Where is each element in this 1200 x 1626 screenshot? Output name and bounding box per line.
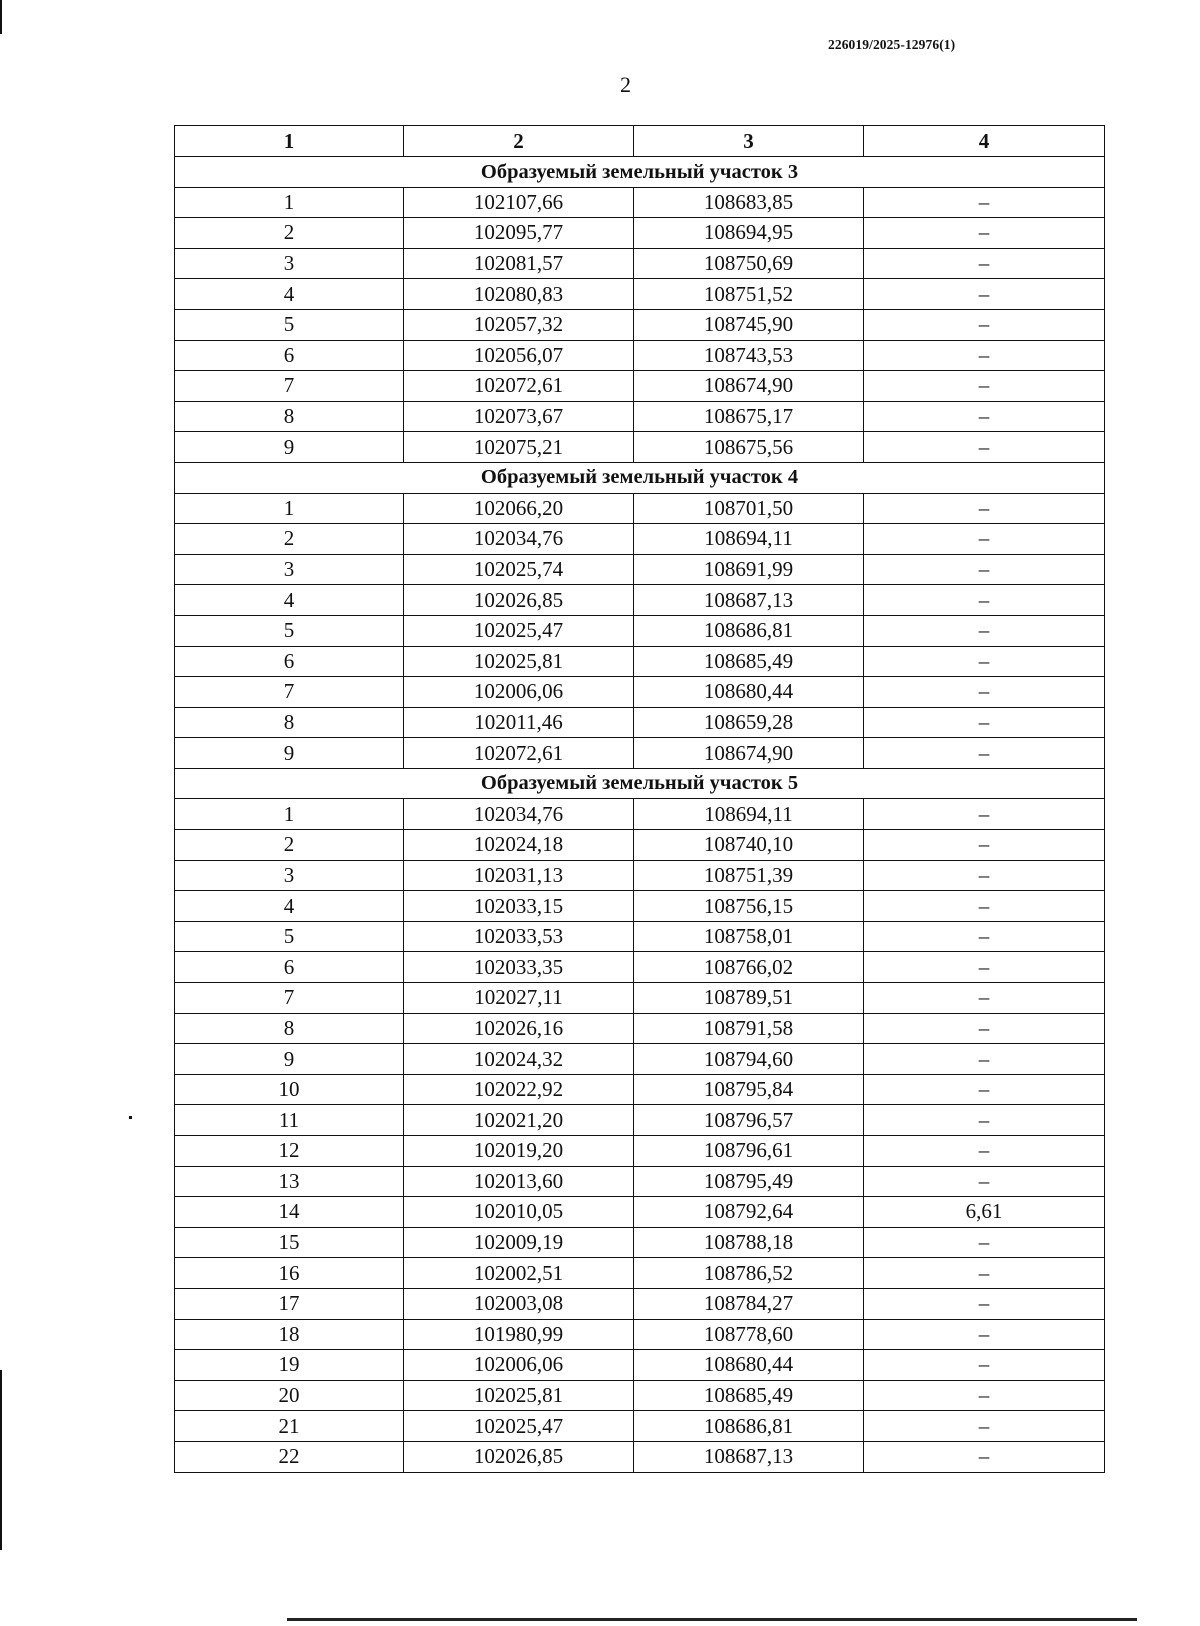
column-header: 1 [175,126,404,157]
value-cell: – [864,1441,1105,1472]
table-row [175,493,1105,524]
table-row [175,279,1105,310]
x-coordinate-cell: 102081,57 [404,248,634,279]
value-cell: – [864,799,1105,830]
x-coordinate-cell: 102024,18 [404,830,634,861]
column-header: 4 [864,126,1105,157]
table-row [175,952,1105,983]
x-coordinate-cell: 102025,47 [404,615,634,646]
section-header-row [175,768,1105,799]
x-coordinate-cell: 102031,13 [404,860,634,891]
document-id: 226019/2025-12976(1) [828,37,956,52]
table-row [175,1380,1105,1411]
point-number-cell: 19 [175,1350,404,1381]
y-coordinate-cell: 108691,99 [634,554,864,585]
y-coordinate-cell: 108675,56 [634,432,864,463]
point-number-cell: 20 [175,1380,404,1411]
point-number-cell: 9 [175,432,404,463]
point-number-cell: 1 [175,493,404,524]
y-coordinate-cell: 108795,49 [634,1166,864,1197]
table-row [175,1227,1105,1258]
y-coordinate-cell: 108750,69 [634,248,864,279]
table-row [175,1044,1105,1075]
value-cell: – [864,983,1105,1014]
table-row [175,1166,1105,1197]
x-coordinate-cell: 102075,21 [404,432,634,463]
point-number-cell: 4 [175,585,404,616]
table-row [175,218,1105,249]
x-coordinate-cell: 102021,20 [404,1105,634,1136]
y-coordinate-cell: 108778,60 [634,1319,864,1350]
x-coordinate-cell: 102003,08 [404,1288,634,1319]
x-coordinate-cell: 102022,92 [404,1074,634,1105]
table-row [175,432,1105,463]
value-cell: – [864,524,1105,555]
point-number-cell: 10 [175,1074,404,1105]
y-coordinate-cell: 108786,52 [634,1258,864,1289]
y-coordinate-cell: 108751,39 [634,860,864,891]
value-cell: – [864,615,1105,646]
table-row [175,615,1105,646]
table-row [175,1441,1105,1472]
table-row [175,1136,1105,1167]
y-coordinate-cell: 108796,57 [634,1105,864,1136]
value-cell: – [864,921,1105,952]
table-row [175,860,1105,891]
y-coordinate-cell: 108784,27 [634,1288,864,1319]
y-coordinate-cell: 108687,13 [634,1441,864,1472]
value-cell: – [864,187,1105,218]
x-coordinate-cell: 102034,76 [404,524,634,555]
point-number-cell: 17 [175,1288,404,1319]
y-coordinate-cell: 108792,64 [634,1197,864,1228]
table-row [175,891,1105,922]
table-row [175,401,1105,432]
point-number-cell: 2 [175,524,404,555]
x-coordinate-cell: 102026,85 [404,1441,634,1472]
table-row [175,983,1105,1014]
value-cell: – [864,1288,1105,1319]
section-header-row [175,462,1105,493]
x-coordinate-cell: 102026,85 [404,585,634,616]
value-cell: – [864,1013,1105,1044]
value-cell: – [864,677,1105,708]
point-number-cell: 3 [175,554,404,585]
point-number-cell: 5 [175,309,404,340]
x-coordinate-cell: 102095,77 [404,218,634,249]
table-row [175,309,1105,340]
point-number-cell: 3 [175,248,404,279]
y-coordinate-cell: 108766,02 [634,952,864,983]
y-coordinate-cell: 108791,58 [634,1013,864,1044]
y-coordinate-cell: 108789,51 [634,983,864,1014]
y-coordinate-cell: 108740,10 [634,830,864,861]
y-coordinate-cell: 108701,50 [634,493,864,524]
point-number-cell: 16 [175,1258,404,1289]
y-coordinate-cell: 108674,90 [634,371,864,402]
x-coordinate-cell: 102107,66 [404,187,634,218]
table-row [175,1105,1105,1136]
y-coordinate-cell: 108796,61 [634,1136,864,1167]
value-cell: – [864,248,1105,279]
point-number-cell: 7 [175,371,404,402]
value-cell: – [864,830,1105,861]
point-number-cell: 6 [175,952,404,983]
y-coordinate-cell: 108756,15 [634,891,864,922]
y-coordinate-cell: 108686,81 [634,615,864,646]
table-row [175,1074,1105,1105]
y-coordinate-cell: 108659,28 [634,707,864,738]
x-coordinate-cell: 102066,20 [404,493,634,524]
coordinates-table [174,125,1105,1473]
value-cell: – [864,1258,1105,1289]
point-number-cell: 1 [175,799,404,830]
point-number-cell: 9 [175,1044,404,1075]
table-row [175,707,1105,738]
value-cell: – [864,218,1105,249]
y-coordinate-cell: 108674,90 [634,738,864,769]
value-cell: – [864,1227,1105,1258]
x-coordinate-cell: 102010,05 [404,1197,634,1228]
table-row [175,554,1105,585]
table-row [175,1319,1105,1350]
table-body [175,157,1105,1473]
x-coordinate-cell: 102011,46 [404,707,634,738]
section-title: Образуемый земельный участок 3 [175,157,1105,188]
point-number-cell: 7 [175,983,404,1014]
y-coordinate-cell: 108694,11 [634,799,864,830]
value-cell: – [864,585,1105,616]
y-coordinate-cell: 108745,90 [634,309,864,340]
x-coordinate-cell: 102073,67 [404,401,634,432]
page-number: 2 [620,72,631,97]
x-coordinate-cell: 101980,99 [404,1319,634,1350]
x-coordinate-cell: 102006,06 [404,1350,634,1381]
y-coordinate-cell: 108788,18 [634,1227,864,1258]
value-cell: – [864,1350,1105,1381]
x-coordinate-cell: 102025,81 [404,646,634,677]
table-header-row [175,126,1105,157]
point-number-cell: 7 [175,677,404,708]
x-coordinate-cell: 102026,16 [404,1013,634,1044]
value-cell: – [864,1380,1105,1411]
value-cell: – [864,1319,1105,1350]
point-number-cell: 8 [175,1013,404,1044]
point-number-cell: 15 [175,1227,404,1258]
value-cell: – [864,1044,1105,1075]
x-coordinate-cell: 102024,32 [404,1044,634,1075]
point-number-cell: 2 [175,830,404,861]
y-coordinate-cell: 108794,60 [634,1044,864,1075]
x-coordinate-cell: 102025,47 [404,1411,634,1442]
value-cell: – [864,371,1105,402]
column-header: 2 [404,126,634,157]
table-row [175,248,1105,279]
point-number-cell: 6 [175,646,404,677]
value-cell: – [864,493,1105,524]
y-coordinate-cell: 108675,17 [634,401,864,432]
x-coordinate-cell: 102027,11 [404,983,634,1014]
x-coordinate-cell: 102072,61 [404,738,634,769]
table-row [175,187,1105,218]
point-number-cell: 18 [175,1319,404,1350]
x-coordinate-cell: 102025,81 [404,1380,634,1411]
y-coordinate-cell: 108685,49 [634,646,864,677]
value-cell: – [864,860,1105,891]
table-row [175,1258,1105,1289]
value-cell: 6,61 [864,1197,1105,1228]
table-row [175,1411,1105,1442]
x-coordinate-cell: 102002,51 [404,1258,634,1289]
point-number-cell: 8 [175,401,404,432]
y-coordinate-cell: 108751,52 [634,279,864,310]
value-cell: – [864,707,1105,738]
point-number-cell: 8 [175,707,404,738]
x-coordinate-cell: 102080,83 [404,279,634,310]
x-coordinate-cell: 102013,60 [404,1166,634,1197]
point-number-cell: 3 [175,860,404,891]
point-number-cell: 12 [175,1136,404,1167]
point-number-cell: 13 [175,1166,404,1197]
value-cell: – [864,1166,1105,1197]
table-row [175,830,1105,861]
value-cell: – [864,738,1105,769]
x-coordinate-cell: 102033,35 [404,952,634,983]
x-coordinate-cell: 102033,15 [404,891,634,922]
point-number-cell: 4 [175,891,404,922]
x-coordinate-cell: 102019,20 [404,1136,634,1167]
section-header-row [175,157,1105,188]
table-row [175,738,1105,769]
table-row [175,1013,1105,1044]
table-row [175,677,1105,708]
x-coordinate-cell: 102072,61 [404,371,634,402]
table-row [175,585,1105,616]
table-row [175,340,1105,371]
table-row [175,646,1105,677]
value-cell: – [864,952,1105,983]
y-coordinate-cell: 108686,81 [634,1411,864,1442]
table-row [175,524,1105,555]
table-row [175,1350,1105,1381]
y-coordinate-cell: 108795,84 [634,1074,864,1105]
value-cell: – [864,279,1105,310]
point-number-cell: 2 [175,218,404,249]
value-cell: – [864,554,1105,585]
table-row [175,799,1105,830]
value-cell: – [864,401,1105,432]
x-coordinate-cell: 102034,76 [404,799,634,830]
point-number-cell: 5 [175,615,404,646]
x-coordinate-cell: 102057,32 [404,309,634,340]
y-coordinate-cell: 108687,13 [634,585,864,616]
value-cell: – [864,646,1105,677]
value-cell: – [864,1136,1105,1167]
point-number-cell: 9 [175,738,404,769]
point-number-cell: 22 [175,1441,404,1472]
value-cell: – [864,340,1105,371]
y-coordinate-cell: 108694,95 [634,218,864,249]
value-cell: – [864,891,1105,922]
y-coordinate-cell: 108680,44 [634,677,864,708]
column-header: 3 [634,126,864,157]
value-cell: – [864,432,1105,463]
value-cell: – [864,1411,1105,1442]
point-number-cell: 21 [175,1411,404,1442]
point-number-cell: 5 [175,921,404,952]
x-coordinate-cell: 102006,06 [404,677,634,708]
section-title: Образуемый земельный участок 4 [175,462,1105,493]
y-coordinate-cell: 108685,49 [634,1380,864,1411]
point-number-cell: 11 [175,1105,404,1136]
value-cell: – [864,1074,1105,1105]
y-coordinate-cell: 108680,44 [634,1350,864,1381]
point-number-cell: 1 [175,187,404,218]
scan-dot [129,1116,132,1119]
x-coordinate-cell: 102009,19 [404,1227,634,1258]
y-coordinate-cell: 108694,11 [634,524,864,555]
section-title: Образуемый земельный участок 5 [175,768,1105,799]
x-coordinate-cell: 102056,07 [404,340,634,371]
y-coordinate-cell: 108758,01 [634,921,864,952]
table-row [175,1197,1105,1228]
point-number-cell: 6 [175,340,404,371]
x-coordinate-cell: 102033,53 [404,921,634,952]
value-cell: – [864,1105,1105,1136]
bottom-rule [287,1618,1137,1621]
point-number-cell: 14 [175,1197,404,1228]
y-coordinate-cell: 108743,53 [634,340,864,371]
table-row [175,371,1105,402]
value-cell: – [864,309,1105,340]
scan-edge-mark-top [0,0,2,34]
table-row [175,921,1105,952]
table-row [175,1288,1105,1319]
scan-edge-mark-bottom [0,1370,2,1550]
y-coordinate-cell: 108683,85 [634,187,864,218]
x-coordinate-cell: 102025,74 [404,554,634,585]
point-number-cell: 4 [175,279,404,310]
